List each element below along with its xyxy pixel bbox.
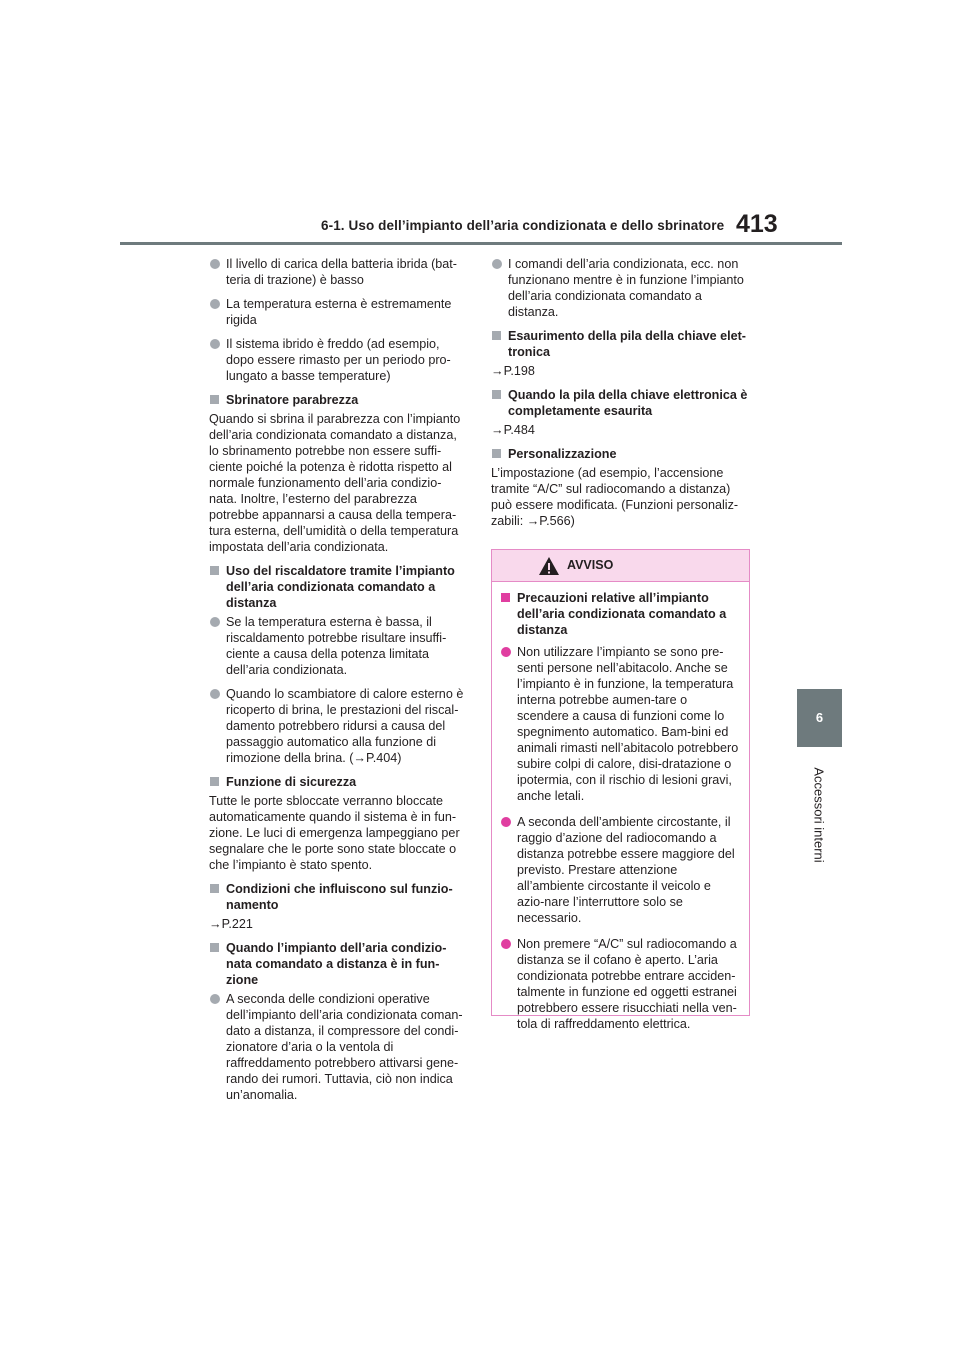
left-column: [209, 256, 467, 1111]
subheading: Sbrinatore parabrezza: [209, 392, 467, 408]
chapter-label-text: Accessori interni: [811, 767, 827, 863]
subheading: Funzione di sicurezza: [209, 774, 467, 790]
list-item: Non utilizzare l’impianto se sono pre-senti persone nell’abitacolo. Anche se l’impianto è in funzione, la temperatura interna potrebbe aumen-tare o scendere a causa di funzioni come lo spegnimento automatico. Bam-bini ed animali rimasti nell’abitacolo potrebbero subire colpi di calore, disi-dratazione o ipotermia, con il rischio di lesioni gravi, anche letali.: [500, 644, 741, 804]
list-item: A seconda dell’ambiente circostante, il raggio d’azione del radiocomando a distanza potrebbe essere maggiore del previsto. Prestare attenzione all’ambiente circostante il veicolo e azio-nare l’interruttore solo se necessario.: [500, 814, 741, 926]
chapter-tab[interactable]: 6: [797, 689, 842, 747]
page-reference[interactable]: →P.198: [491, 364, 535, 378]
subheading: Quando la pila della chiave elettronica è completamente esaurita: [491, 387, 749, 419]
warning-body: [492, 582, 749, 1032]
subheading: Quando l’impianto dell’aria condizio-nata comandato a distanza è in fun-zione: [209, 940, 467, 988]
list-item: Non premere “A/C” sul radiocomando a distanza se il cofano è aperto. L’aria condizionata potrebbe entrare acciden-talmente in funzione ed oggetti estranei potrebbero essere risucchiati nella ven-tola di raffreddamento elettrica.: [500, 936, 741, 1032]
header-rule: [120, 242, 842, 245]
list-item: Se la temperatura esterna è bassa, il riscaldamento potrebbe risultare insuffi-ciente a causa della potenza limitata dell’aria condizionata.: [209, 614, 467, 678]
subheading: Uso del riscaldatore tramite l’impianto dell’aria condizionata comandato a distanza: [209, 563, 467, 611]
list-item: A seconda delle condizioni operative dell’impianto dell’aria condizionata coman-dato a distanza, il compressore del condi-zionatore d’aria o la ventola di raffreddamento potrebbero attivarsi gene-rando dei rumori. Tuttavia, ciò non indica un’anomalia.: [209, 991, 467, 1103]
subheading: Esaurimento della pila della chiave elet-tronica: [491, 328, 749, 360]
section-title: 6-1. Uso dell’impianto dell’aria condizionata e dello sbrinatore: [321, 218, 725, 233]
list-item: Il livello di carica della batteria ibrida (bat-teria di trazione) è basso: [209, 256, 467, 288]
warning-title: AVVISO: [567, 558, 614, 572]
right-column: [491, 256, 749, 537]
subheading: Precauzioni relative all’impianto dell’aria condizionata comandato a distanza: [500, 590, 741, 638]
warning-box: [491, 549, 750, 1031]
list-item: La temperatura esterna è estremamente rigida: [209, 296, 467, 328]
warning-header: [492, 550, 749, 582]
paragraph: L’impostazione (ad esempio, l’accensione tramite “A/C” sul radiocomando a distanza) può essere modificata. (Funzioni personaliz-zabili: →P.566): [491, 466, 739, 528]
list-item: Il sistema ibrido è freddo (ad esempio, dopo essere rimasto per un periodo pro-lungato a basse temperature): [209, 336, 467, 384]
list-item: Quando lo scambiatore di calore esterno è ricoperto di brina, le prestazioni del riscal-damento potrebbero ridursi a causa del passaggio automatico alla funzione di rimozione della brina. (→P.404): [209, 686, 467, 766]
page-number: 413: [736, 210, 778, 238]
warning-triangle-icon: [538, 556, 560, 576]
page-reference[interactable]: →P.484: [491, 423, 535, 437]
chapter-label: [784, 760, 854, 870]
paragraph: Quando si sbrina il parabrezza con l’impianto dell’aria condizionata comandato a distanza, lo sbrinamento potrebbe non essere suffi-ciente poiché la potenza è ridotta rispetto al normale funzionamento dell’aria condizio-nata. Inoltre, l’esterno del parabrezza potrebbe appannarsi a causa della tempera-tura esterna, dell’umidità o della temperatura impostata dell’aria condizionata.: [209, 412, 461, 554]
subheading: Personalizzazione: [491, 446, 749, 462]
subheading: Condizioni che influiscono sul funzio-namento: [209, 881, 467, 913]
paragraph: Tutte le porte sbloccate verranno bloccate automaticamente quando il sistema è in fun-zione. Le luci di emergenza lampeggiano per segnalare che le porte sono state bloccate o che l’impianto è stato spento.: [209, 794, 460, 872]
list-item: I comandi dell’aria condizionata, ecc. non funzionano mentre è in funzione l’impianto dell’aria condizionata comandato a distanza.: [491, 256, 749, 320]
page-reference[interactable]: →P.221: [209, 917, 253, 931]
